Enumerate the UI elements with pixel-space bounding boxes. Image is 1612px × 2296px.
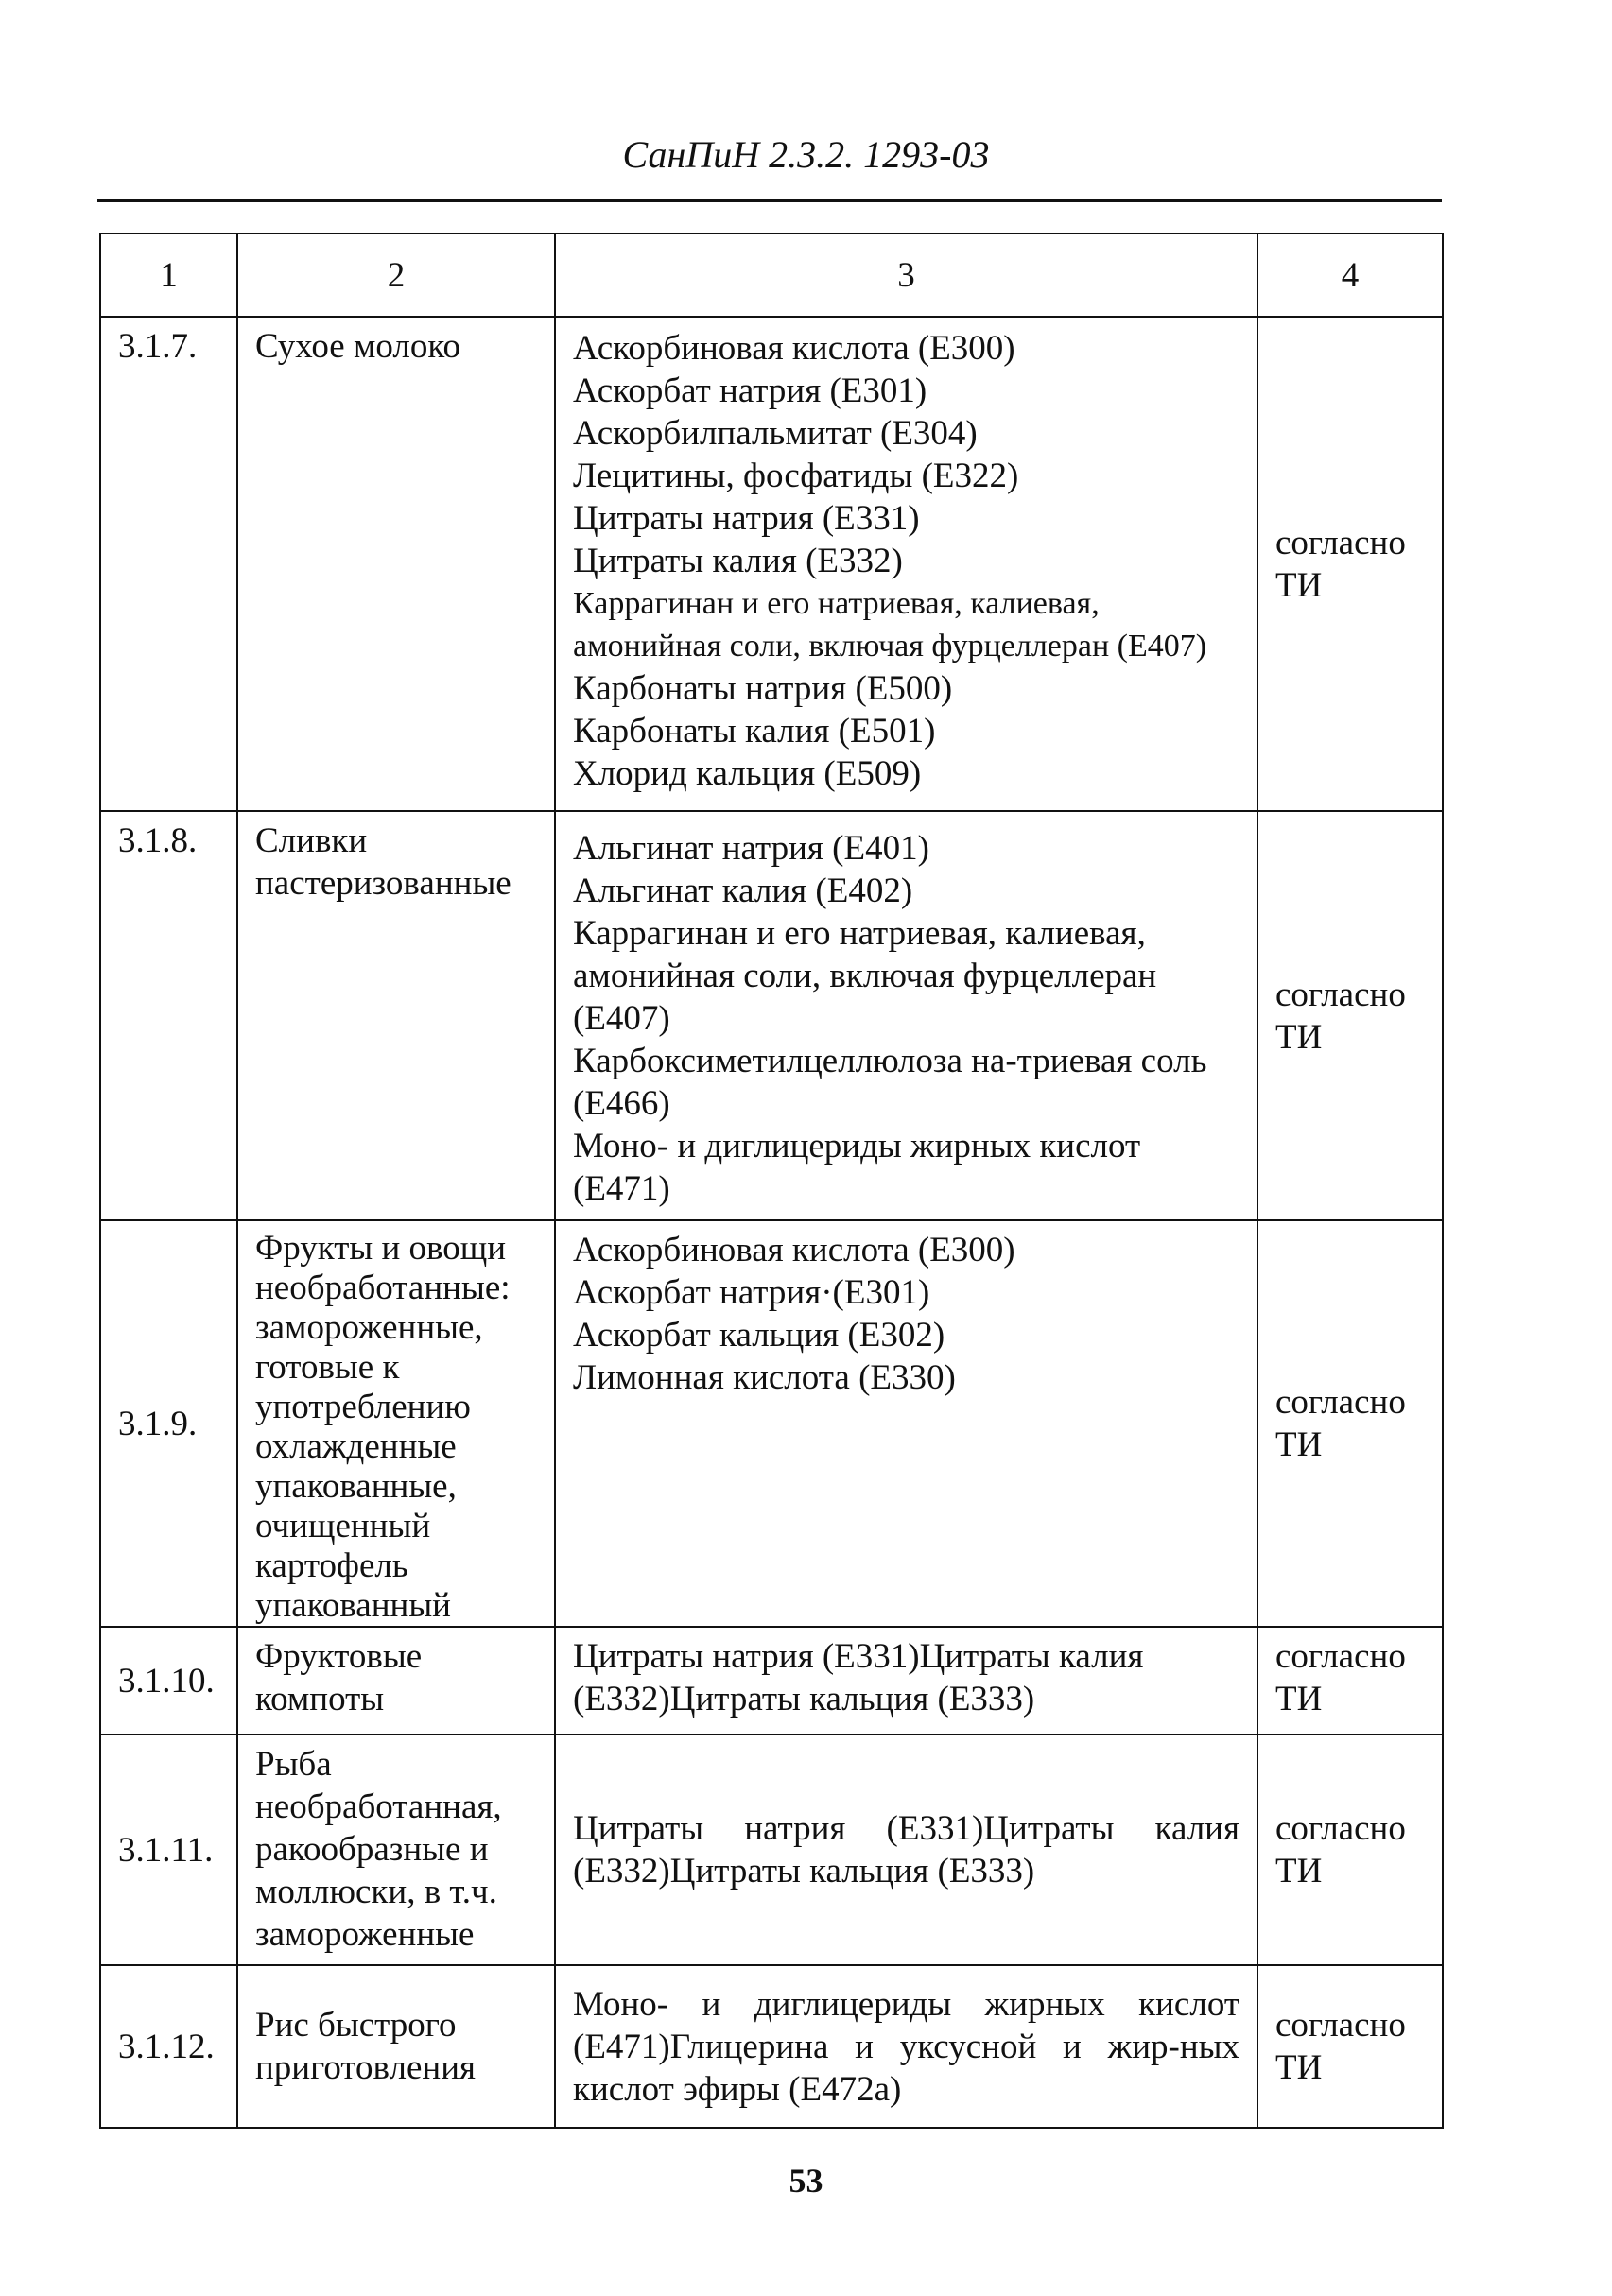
additives-cell: Моно- и диглицериды жирных кислот (Е471)Глицерина и уксусной и жир-ных кислот эфиры (Е472а) [555, 1965, 1257, 2128]
additive-item: Цитраты калия (Е332) [573, 542, 903, 580]
level-cell: согласно ТИ [1257, 1735, 1443, 1965]
additive-item: Аскорбат кальция (Е302) [573, 1316, 945, 1355]
row-number: 3.1.8. [100, 811, 237, 1220]
level-cell: согласно ТИ [1257, 317, 1443, 811]
additive-item: Лецитины, фосфатиды (Е322) [573, 457, 1019, 495]
column-header: 2 [237, 233, 555, 317]
table-row [100, 317, 1443, 811]
row-number: 3.1.12. [100, 1965, 237, 2128]
additive-item: Аскорбиновая кислота (Е300) [573, 329, 1015, 368]
additive-item: Аскорбат натрия (Е301) [573, 371, 927, 410]
product-cell: Фрукты и овощи необработанные: замороженные, готовые к употреблению охлажденные упакованные, очищенный картофель упакованный [237, 1220, 555, 1627]
column-header: 4 [1257, 233, 1443, 317]
product-cell: Рыба необработанная, ракообразные и моллюски, в т.ч. замороженные [237, 1735, 555, 1965]
product-cell: Сливки пастеризованные [237, 811, 555, 1220]
table-row [100, 1627, 1443, 1735]
additive-item: Аскорбилпальмитат (Е304) [573, 414, 978, 453]
additives-cell [555, 317, 1257, 811]
column-header: 1 [100, 233, 237, 317]
additive-item: Цитраты натрия (Е331) [573, 499, 920, 538]
additive-item: Карбоксиметилцеллюлоза на-триевая соль (Е466) [573, 1042, 1207, 1123]
page-number: 53 [789, 2162, 823, 2200]
additives-cell [555, 811, 1257, 1220]
additive-item: Лимонная кислота (Е330) [573, 1358, 956, 1397]
additive-item: Аскорбиновая кислота (Е300) [573, 1231, 1015, 1269]
table-row [100, 1735, 1443, 1965]
row-number: 3.1.10. [100, 1627, 237, 1735]
additive-item: Альгинат натрия (Е401) [573, 829, 929, 868]
level-cell: согласно ТИ [1257, 1220, 1443, 1627]
level-cell: согласно ТИ [1257, 811, 1443, 1220]
additive-item: Альгинат калия (Е402) [573, 872, 913, 910]
additive-item: Каррагинан и его натриевая, калиевая, амонийная соли, включая фурцеллеран (Е407) [573, 914, 1157, 1038]
table-row [100, 1220, 1443, 1627]
additive-item: Аскорбат натрия·(Е301) [573, 1273, 930, 1312]
additive-item: Моно- и диглицериды жирных кислот (Е471) [573, 1127, 1141, 1208]
row-number: 3.1.9. [100, 1220, 237, 1627]
additives-cell: Цитраты натрия (Е331)Цитраты калия (Е332)Цитраты кальция (Е333) [555, 1627, 1257, 1735]
table-row [100, 811, 1443, 1220]
additive-item: Карбонаты натрия (Е500) [573, 669, 953, 708]
product-cell: Сухое молоко [237, 317, 555, 811]
header-rule [97, 199, 1442, 202]
additive-item: Хлорид кальция (Е509) [573, 754, 922, 793]
additive-item: Карбонаты калия (Е501) [573, 712, 936, 751]
row-number: 3.1.7. [100, 317, 237, 811]
level-cell: согласно ТИ [1257, 1627, 1443, 1735]
row-number: 3.1.11. [100, 1735, 237, 1965]
column-header: 3 [555, 233, 1257, 317]
product-cell: Рис быстрого приготовления [237, 1965, 555, 2128]
table-header-row [100, 233, 1443, 317]
table-row [100, 1965, 1443, 2128]
additives-cell [555, 1220, 1257, 1627]
additives-cell: Цитраты натрия (Е331)Цитраты калия (Е332)Цитраты кальция (Е333) [555, 1735, 1257, 1965]
level-cell: согласно ТИ [1257, 1965, 1443, 2128]
document-header: СанПиН 2.3.2. 1293-03 [622, 133, 990, 176]
additives-table [99, 233, 1444, 2129]
product-cell: Фруктовые компоты [237, 1627, 555, 1735]
additive-item: Каррагинан и его натриевая, калиевая, амонийная соли, включая фурцеллеран (Е407) [573, 586, 1207, 664]
